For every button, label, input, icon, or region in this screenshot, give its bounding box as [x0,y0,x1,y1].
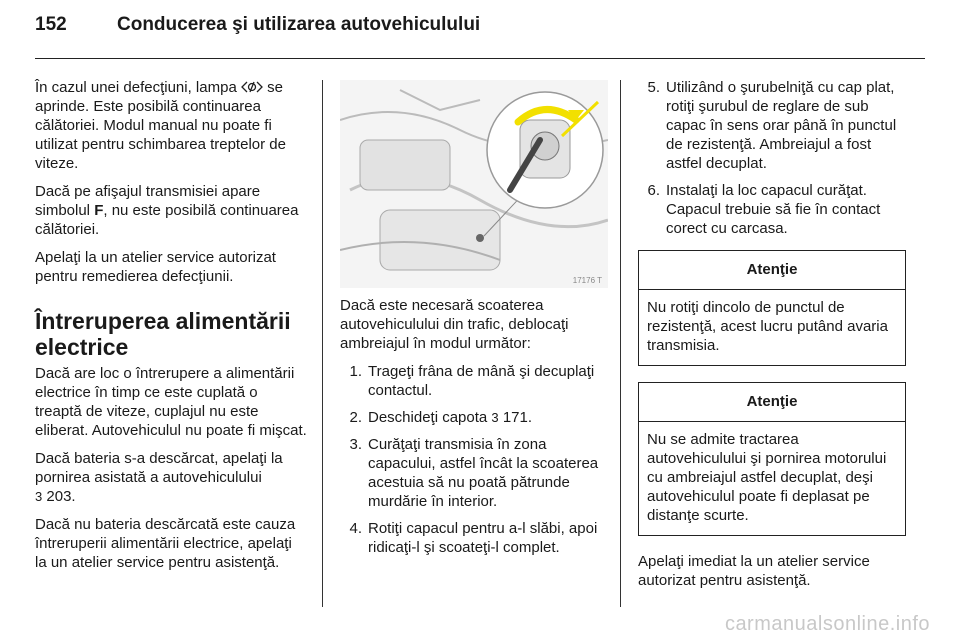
warning-text: Nu rotiţi dincolo de punctul de rezistenţă, acest lucru putând avaria transmisia. [647,299,888,354]
list-item: 6. Instalaţi la loc capacul curăţat. Capacul trebuie să fie în contact corect cu carcasa. [647,182,881,237]
list-item: 5. Utilizând o şurubelniţă cu cap plat, rotiţi şurubul de reglare de sub capac în sens orar până în punctul de rezistenţă. Ambreiajul a fost astfel decuplat. [647,79,897,172]
list-item: 3. Curăţaţi transmisia în zona capacului, astfel încât la scoaterea acestuia să nu poată pătrunde murdărie în interior. [349,436,599,510]
paragraph-battery: Dacă bateria s-a descărcat, apelaţi la pornirea asistată a autovehiculului 3 203. [35,450,283,505]
column-divider-1 [322,80,323,607]
column-1 [35,78,307,581]
paragraph-power-interruption: Dacă are loc o întrerupere a alimentării electrice în timp ce este cuplată o treaptă de viteze, cuplajul nu este eliberat. Autovehiculul nu poate fi mişcat. [35,365,307,439]
figure-code: 17176 T [572,276,602,285]
warning-box [638,382,906,536]
gearbox-illustration [340,80,608,288]
warning-title: Atenţie [639,383,905,422]
intro-paragraph: Dacă este necesară scoaterea autovehiculului din trafic, deblocaţi ambreiajul în modul următor: [340,297,569,352]
warning-text: Nu se admite tractarea autovehiculului şi pornirea motorului cu ambreiajul astfel decuplat, deşi autovehiculul poate fi deplasat pe distanţe scurte. [647,431,887,524]
column-divider-2 [620,80,621,607]
steps-list-2 [638,78,906,238]
paragraph-f-symbol: Dacă pe afişajul transmisiei apare simbolul F, nu este posibilă continuarea călătoriei. [35,183,299,238]
warning-title: Atenţie [639,251,905,290]
gear-selector-adjustment-illustration [340,80,608,288]
page-title: Conducerea şi utilizarea autovehiculului [117,14,481,35]
list-item: 1. Trageţi frâna de mână şi decuplaţi contactul. [349,363,595,399]
warning-box [638,250,906,366]
column-2 [340,296,608,565]
column-3 [638,78,906,599]
page-header [35,14,480,46]
steps-list-1 [340,362,608,557]
page-reference-link[interactable]: 171. [502,409,533,426]
paragraph-workshop: Apelaţi la un atelier service autorizat pentru remedierea defecţiunii. [35,249,276,285]
page-reference-icon: 3 [35,489,43,504]
list-item: 2. Deschideţi capota 3 171. [349,409,533,426]
paragraph-malfunction: În cazul unei defecţiuni, lampa se aprinde. Este posibilă continuarea călătoriei. Modul manual nu poate fi utilizat pentru schimbarea treptelor de viteze. [35,79,286,172]
watermark: carmanualsonline.info [724,613,930,635]
paragraph-other-cause: Dacă nu bateria descărcată este cauza întreruperii alimentării electrice, apelaţi la un atelier service pentru asistenţă. [35,516,296,571]
header-divider [35,58,925,59]
transmission-warning-icon [241,80,263,94]
page-reference-link[interactable]: 203. [46,488,76,505]
list-item: 4. Rotiţi capacul pentru a-l slăbi, apoi ridicaţi-l şi scoateţi-l complet. [349,520,598,556]
f-symbol: F [94,202,104,219]
section-heading: Întreruperea alimentării electrice [35,308,291,360]
closing-paragraph: Apelaţi imediat la un atelier service autorizat pentru asistenţă. [638,553,870,589]
page-reference-icon: 3 [491,410,499,425]
page-number: 152 [35,14,67,35]
